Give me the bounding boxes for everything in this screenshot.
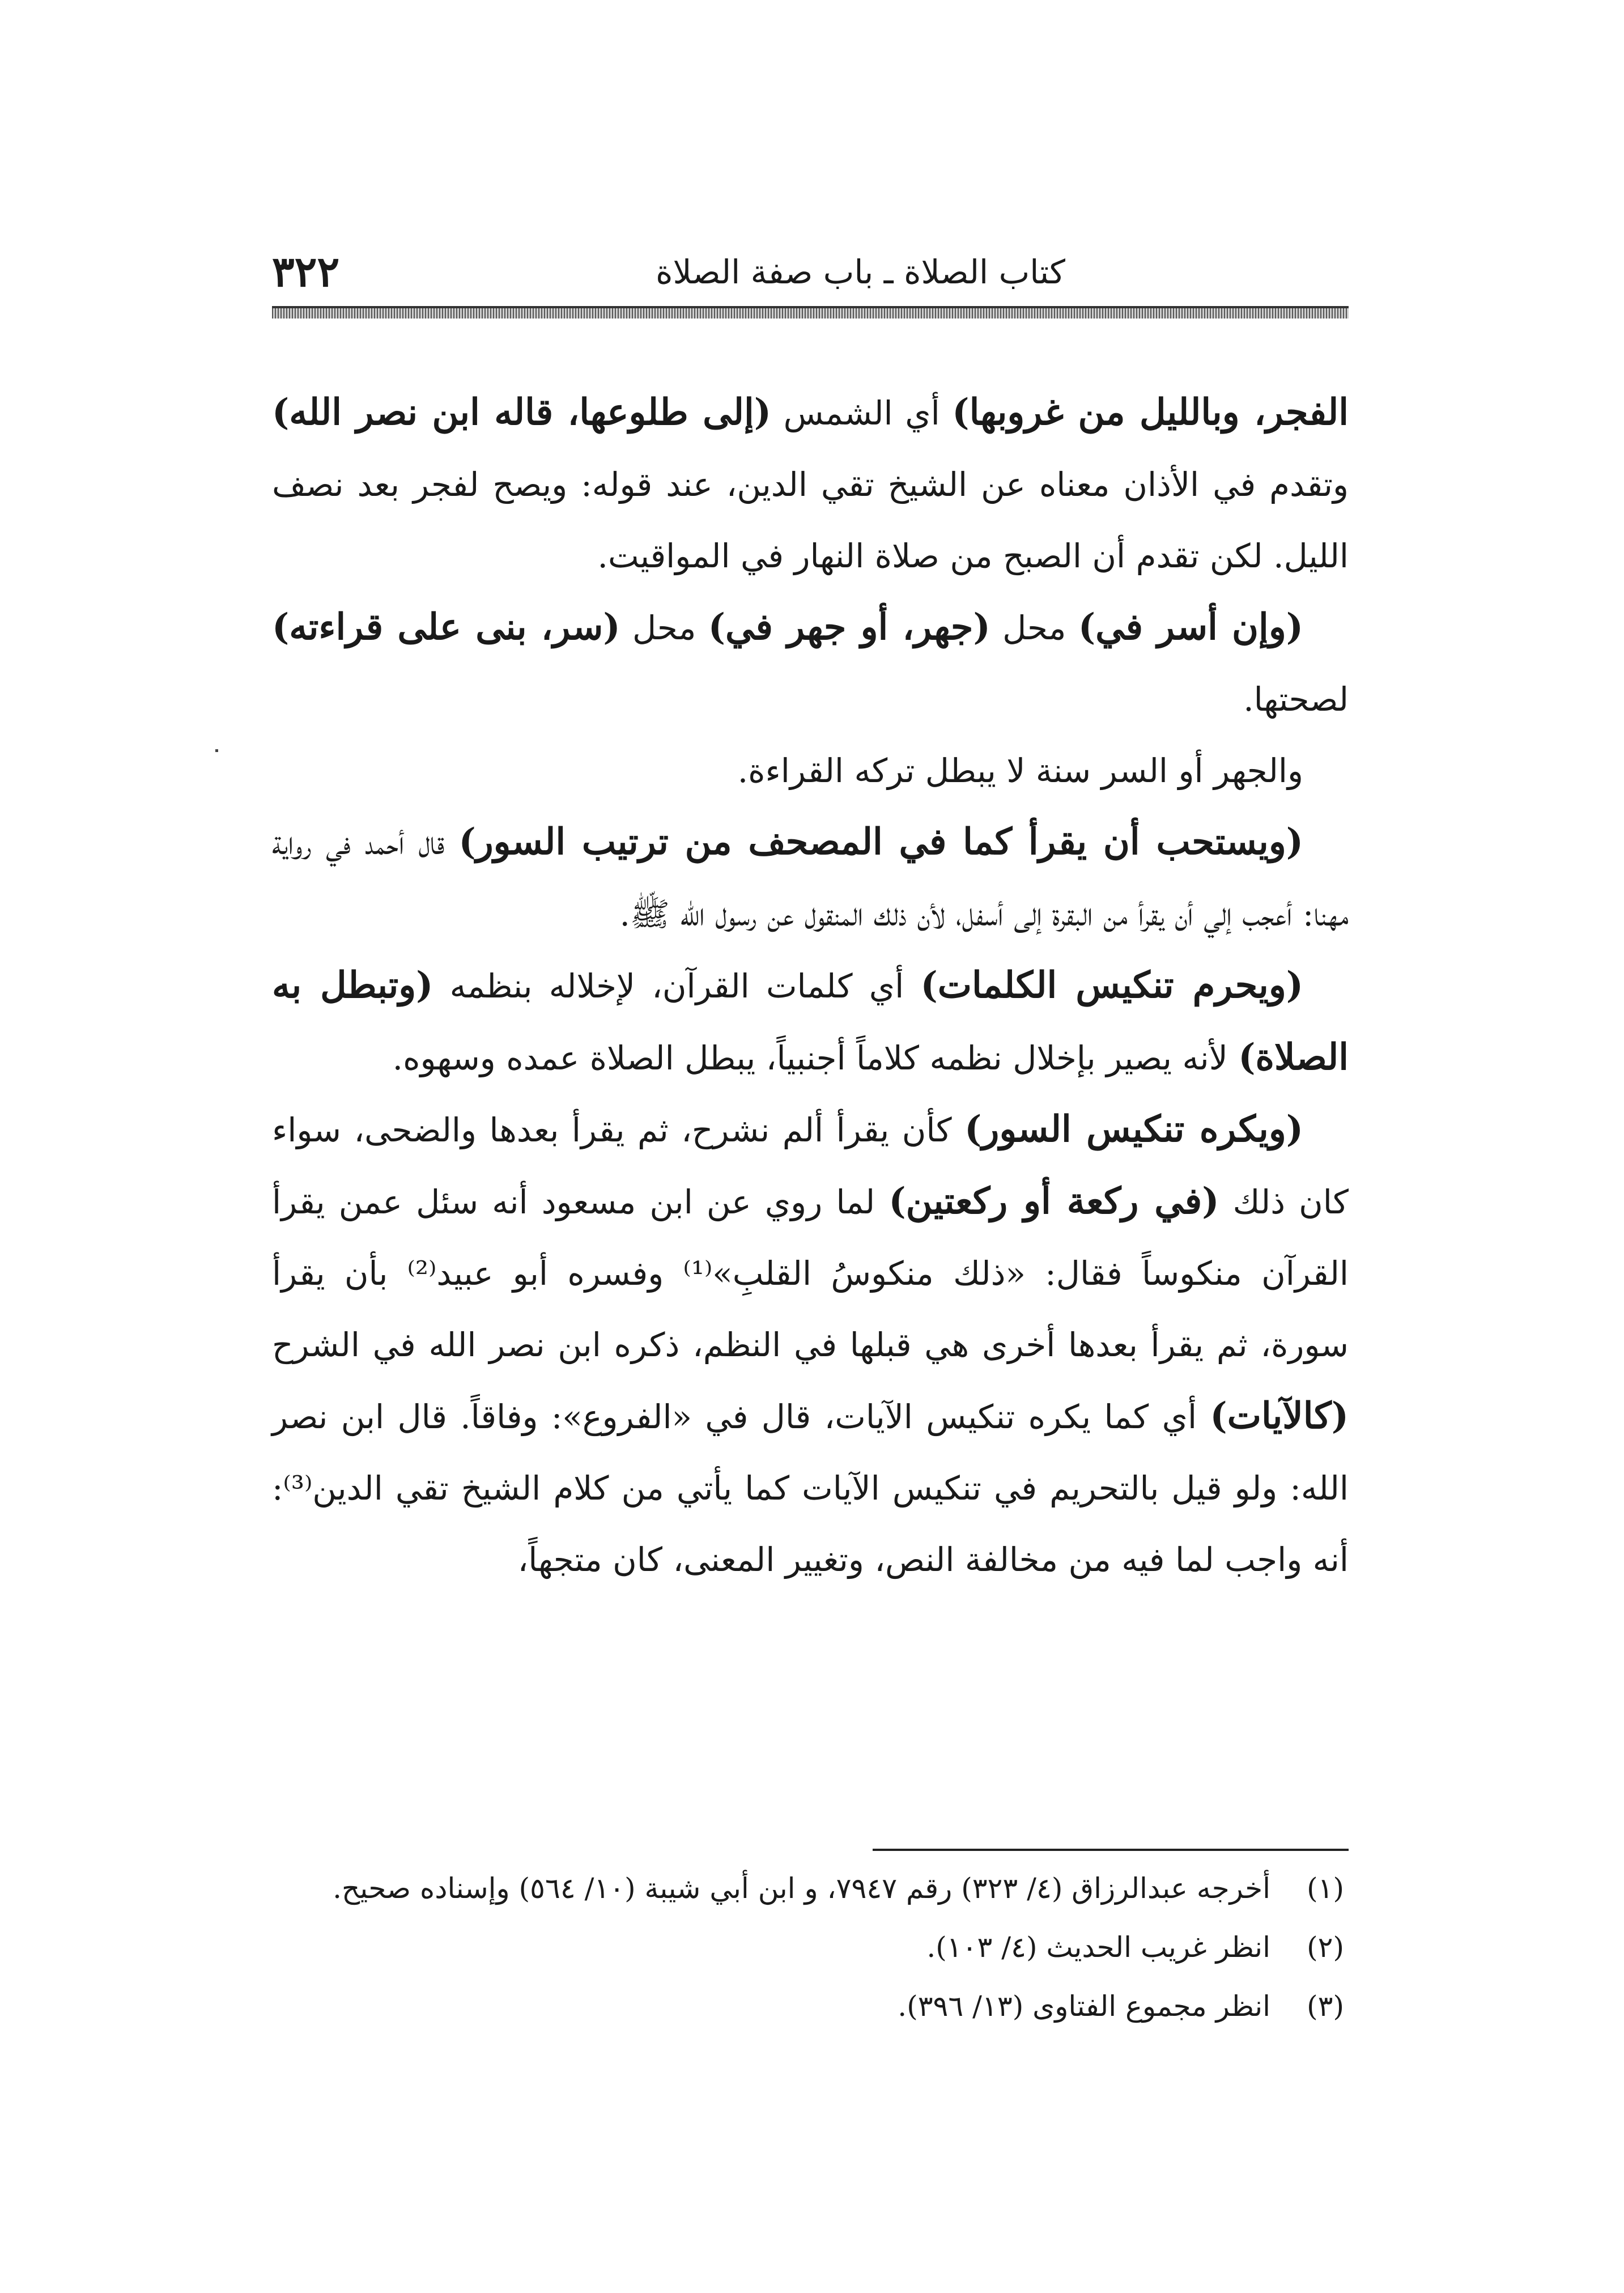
sharh-text: محل bbox=[990, 609, 1078, 647]
matn-text: (ويكره تنكيس السور) bbox=[964, 1108, 1304, 1150]
footnote bbox=[272, 1918, 1349, 1977]
sharh-text: أي كلمات القرآن، لإخلاله بنظمه bbox=[433, 967, 921, 1005]
footnote-number: (١) bbox=[1307, 1872, 1344, 1905]
sharh-text: والجهر أو السر سنة لا يبطل تركه القراءة. bbox=[737, 751, 1303, 790]
scan-speck bbox=[215, 749, 218, 752]
sharh-text: كأن يقرأ ألم نشرح، ثم يقرأ بعدها والضحى، سواء كان ذلك bbox=[272, 1111, 1349, 1221]
footnote-divider bbox=[873, 1849, 1349, 1851]
matn-text: (سر، بنى على قراءته) bbox=[272, 606, 620, 648]
sharh-text: قال أحمد في رواية مهنا: أعجب إلي أن يقرأ من البقرة إلى أسفل، لأن ذلك المنقول عن رسول الله ﷺ. bbox=[272, 823, 1349, 933]
matn-text: (في ركعة أو ركعتين) bbox=[888, 1180, 1219, 1222]
footnote bbox=[272, 1859, 1349, 1918]
chapter-title: كتاب الصلاة ـ باب صفة الصلاة bbox=[656, 253, 1065, 291]
sharh-text: لما روي عن ابن مسعود أنه سئل عمن يقرأ القرآن منكوساً فقال: «ذلك منكوسُ القلبِ»⁽¹⁾ وفسره أبو عبيد⁽²⁾ بأن يقرأ سورة، ثم يقرأ بعدها أخرى هي قبلها في النظم، ذكره ابن نصر الله في الشرح bbox=[272, 1183, 1349, 1364]
sharh-text: لأنه يصير بإخلال نظمه كلاماً أجنبياً، يبطل الصلاة عمده وسهوه. bbox=[392, 1039, 1239, 1077]
page-number: ٣٢٢ bbox=[272, 248, 340, 296]
paragraph-5 bbox=[272, 950, 1349, 1094]
header-divider bbox=[272, 306, 1349, 319]
footnote-number: (٣) bbox=[1307, 1990, 1344, 2023]
matn-text: (كالآيات) bbox=[1210, 1395, 1349, 1437]
sharh-text: لصحتها. bbox=[1243, 680, 1349, 719]
footnote bbox=[272, 1977, 1349, 2036]
sharh-text: وتقدم في الأذان معناه عن الشيخ تقي الدين، عند قوله: ويصح لفجر بعد نصف الليل. لكن تقدم أن الصبح من صلاة النهار في المواقيت. bbox=[272, 465, 1349, 575]
paragraph-6 bbox=[272, 1094, 1349, 1595]
matn-text: (ويستحب أن يقرأ كما في المصحف من ترتيب السور) bbox=[458, 821, 1303, 863]
matn-text: (وإن أسر في) bbox=[1078, 606, 1304, 648]
matn-text: الفجر، وبالليل من غروبها) bbox=[952, 391, 1349, 434]
matn-text: (إلى طلوعها، قاله ابن نصر الله) bbox=[272, 391, 772, 434]
footnote-number: (٢) bbox=[1307, 1931, 1344, 1964]
paragraph-2 bbox=[272, 592, 1349, 735]
sharh-text: محل bbox=[620, 609, 708, 647]
matn-text: (جهر، أو جهر في) bbox=[708, 606, 990, 648]
matn-text: (ويحرم تنكيس الكلمات) bbox=[920, 964, 1304, 1007]
footnote-text: انظر مجموع الفتاوى (١٣/ ٣٩٦). bbox=[898, 1990, 1270, 2023]
footnote-text: انظر غريب الحديث (٤/ ١٠٣). bbox=[926, 1931, 1270, 1964]
footnote-text: أخرجه عبدالرزاق (٤/ ٣٢٣) رقم ٧٩٤٧، و ابن أبي شيبة (١٠/ ٥٦٤) وإسناده صحيح. bbox=[333, 1872, 1270, 1905]
paragraph-1 bbox=[272, 377, 1349, 592]
sharh-text: أي كما يكره تنكيس الآيات، قال في «الفروع»: وفاقاً. قال ابن نصر الله: ولو قيل بالتحريم في تنكيس الآيات كما يأتي من كلام الشيخ تقي الدين⁽³⁾: أنه واجب لما فيه من مخالفة النص، وتغيير المعنى، كان متجهاً، bbox=[272, 1398, 1349, 1579]
sharh-text: أي الشمس bbox=[771, 394, 953, 432]
matn-text: (وتبطل به الصلاة) bbox=[272, 964, 1349, 1078]
footnotes bbox=[272, 1859, 1349, 2036]
main-text bbox=[272, 377, 1349, 1595]
running-header bbox=[272, 238, 1349, 300]
paragraph-4 bbox=[272, 806, 1349, 950]
paragraph-3 bbox=[272, 735, 1349, 806]
